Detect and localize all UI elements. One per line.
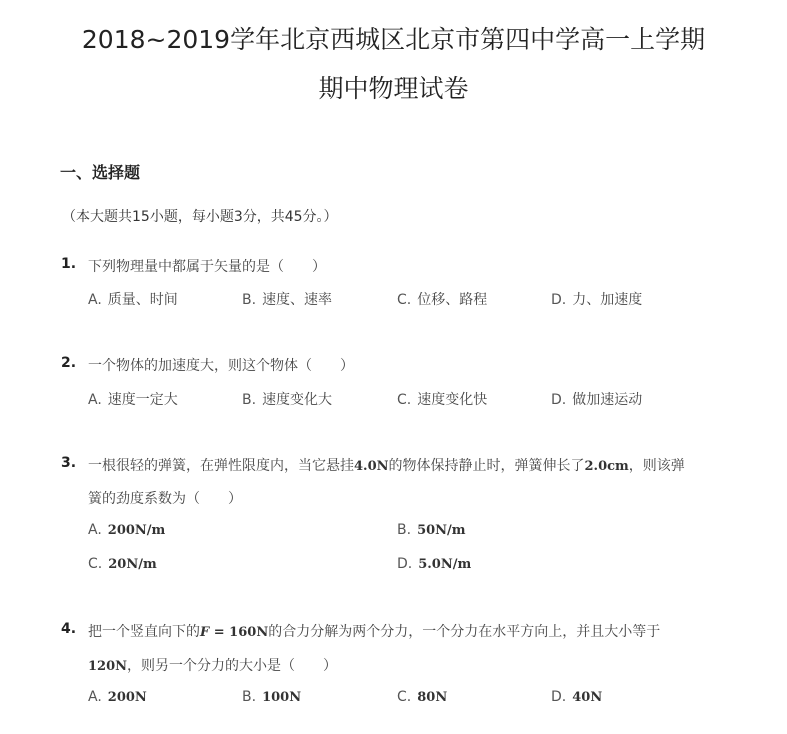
option-text: 100N	[262, 690, 302, 705]
option-letter: A.	[88, 292, 102, 308]
option-letter: B.	[242, 689, 257, 705]
option-a[interactable]	[88, 289, 178, 309]
math-value: 120N	[88, 659, 128, 674]
option-b[interactable]	[242, 689, 301, 705]
option-letter: B.	[242, 292, 257, 308]
option-c[interactable]	[88, 556, 157, 572]
option-d[interactable]	[551, 289, 642, 309]
option-c[interactable]	[397, 389, 487, 409]
option-d[interactable]	[551, 389, 642, 409]
document-title-line2: 期中物理试卷	[318, 74, 469, 103]
question-text-line2: 簧的劲度系数为（ ）	[88, 491, 242, 507]
option-a[interactable]	[88, 689, 147, 705]
option-text: 速度一定大	[107, 392, 178, 408]
question-text	[88, 621, 660, 641]
option-text: 速度变化快	[417, 392, 488, 408]
section-note: （本大题共15小题，每小题3分，共45分。）	[62, 209, 338, 225]
question-text	[88, 455, 685, 475]
option-text: 5.0N/m	[418, 557, 472, 572]
document-title-line1: 2018~2019学年北京西城区北京市第四中学高一上学期	[81, 25, 706, 54]
option-letter: C.	[88, 556, 103, 572]
math-variable: F	[200, 625, 210, 640]
option-text: 做加速运动	[572, 392, 643, 408]
option-letter: C.	[397, 689, 412, 705]
option-letter: D.	[551, 392, 567, 408]
option-d[interactable]	[551, 689, 602, 705]
option-letter: A.	[88, 392, 102, 408]
option-text: 80N	[417, 690, 448, 705]
option-letter: D.	[551, 292, 567, 308]
math-value: 4.0N	[354, 459, 389, 474]
question-text: 下列物理量中都属于矢量的是（ ）	[88, 259, 326, 275]
option-text: 速度变化大	[262, 392, 333, 408]
question-number: 3.	[61, 455, 77, 471]
option-text: 质量、时间	[107, 292, 178, 308]
option-c[interactable]	[397, 689, 447, 705]
option-d[interactable]	[397, 556, 471, 572]
section-heading: 一、选择题	[60, 163, 141, 182]
question-number: 1.	[61, 256, 77, 272]
option-text: 力、加速度	[572, 292, 643, 308]
option-letter: D.	[397, 556, 413, 572]
math-value: 2.0cm	[584, 459, 629, 474]
option-b[interactable]	[397, 522, 466, 538]
option-text: 位移、路程	[417, 292, 488, 308]
question-text-line2	[88, 655, 337, 675]
option-b[interactable]	[242, 389, 332, 409]
option-letter: B.	[242, 392, 257, 408]
option-a[interactable]	[88, 389, 178, 409]
question-text-part: ，则另一个分力的大小是（ ）	[127, 658, 338, 674]
option-text: 200N/m	[107, 523, 166, 538]
question-text-part: ，则该弹	[628, 458, 685, 474]
option-letter: B.	[397, 522, 412, 538]
question-text-part: 一根很轻的弹簧，在弹性限度内，当它悬挂	[88, 458, 354, 474]
option-c[interactable]	[397, 289, 487, 309]
option-text: 20N/m	[108, 557, 157, 572]
question-number: 2.	[61, 355, 77, 371]
option-text: 40N	[572, 690, 603, 705]
option-letter: D.	[551, 689, 567, 705]
option-text: 速度、速率	[262, 292, 333, 308]
question-text-part: 把一个竖直向下的	[88, 624, 200, 640]
option-letter: A.	[88, 689, 102, 705]
question-text: 一个物体的加速度大，则这个物体（ ）	[88, 358, 354, 374]
option-b[interactable]	[242, 289, 332, 309]
option-letter: A.	[88, 522, 102, 538]
question-text-part: 的物体保持静止时，弹簧伸长了	[388, 458, 585, 474]
option-text: 50N/m	[417, 523, 466, 538]
question-text-part: 的合力分解为两个分力，一个分力在水平方向上，并且大小等于	[268, 624, 661, 640]
question-number: 4.	[61, 621, 77, 637]
math-value: = 160N	[209, 625, 269, 640]
option-letter: C.	[397, 392, 412, 408]
option-a[interactable]	[88, 522, 165, 538]
option-letter: C.	[397, 292, 412, 308]
option-text: 200N	[107, 690, 147, 705]
